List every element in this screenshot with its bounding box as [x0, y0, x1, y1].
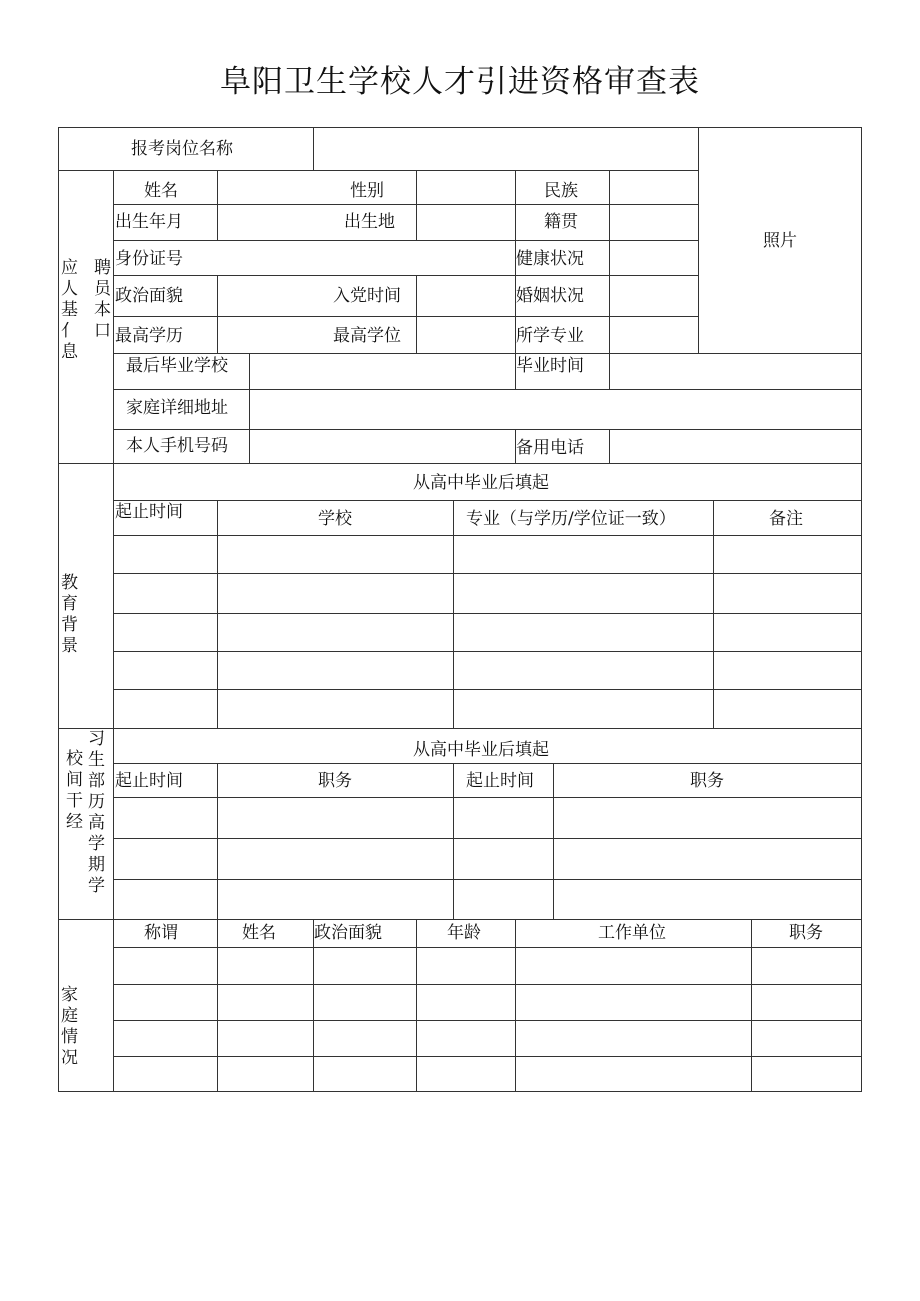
photo-label: 照片	[763, 231, 797, 251]
family-age-header: 年龄	[447, 923, 481, 943]
form-grid	[58, 127, 862, 1092]
name-label: 姓名	[144, 181, 178, 201]
gender-label: 性别	[350, 181, 384, 201]
last-school-label: 最后毕业学校	[126, 356, 228, 376]
education-period-header: 起止时间	[115, 502, 183, 522]
qualification-form	[58, 127, 862, 1092]
education-side-label: 教育背景	[61, 573, 78, 656]
native-place-label: 籍贯	[544, 212, 578, 232]
family-political-header: 政治面貌	[314, 923, 382, 943]
mobile-phone-label: 本人手机号码	[126, 436, 228, 456]
cadre-period-header-1: 起止时间	[115, 771, 183, 791]
page-title: 阜阳卫生学校人才引进资格审查表	[220, 64, 700, 100]
graduation-date-label: 毕业时间	[516, 356, 584, 376]
education-school-header: 学校	[318, 509, 352, 529]
political-status-label: 政治面貌	[115, 286, 183, 306]
id-number-label: 身份证号	[115, 249, 183, 269]
backup-phone-label: 备用电话	[516, 438, 584, 458]
cadre-period-header-2: 起止时间	[466, 771, 534, 791]
marital-status-label: 婚姻状况	[516, 286, 584, 306]
cadre-side-label-col1: 校间干经	[66, 749, 83, 832]
basic-info-side-label-col1: 应人基亻息	[61, 258, 78, 362]
highest-degree-label: 最高学位	[333, 326, 401, 346]
health-status-label: 健康状况	[516, 249, 584, 269]
cadre-duty-header-2: 职务	[690, 771, 724, 791]
family-workplace-header: 工作单位	[598, 923, 666, 943]
family-side-label: 家庭情况	[61, 985, 78, 1068]
cadre-duty-header-1: 职务	[318, 771, 352, 791]
basic-info-side-label-col2: 聘员本口	[94, 258, 111, 341]
cadre-side-label-col2: 习生部历高学期学	[88, 729, 105, 896]
birth-date-label: 出生年月	[115, 212, 183, 232]
family-name-header: 姓名	[242, 923, 276, 943]
home-address-label: 家庭详细地址	[126, 398, 228, 418]
family-relation-header: 称谓	[144, 923, 178, 943]
cadre-fill-note: 从高中毕业后填起	[413, 740, 549, 760]
party-join-date-label: 入党时间	[333, 286, 401, 306]
family-duty-header: 职务	[789, 923, 823, 943]
education-fill-note: 从高中毕业后填起	[413, 473, 549, 493]
major-label: 所学专业	[516, 326, 584, 346]
birthplace-label: 出生地	[344, 212, 395, 232]
highest-education-label: 最高学历	[115, 326, 183, 346]
education-remark-header: 备注	[769, 509, 803, 529]
ethnicity-label: 民族	[544, 181, 578, 201]
education-major-header: 专业（与学历/学位证一致）	[466, 509, 676, 529]
position-name-label: 报考岗位名称	[131, 139, 233, 159]
